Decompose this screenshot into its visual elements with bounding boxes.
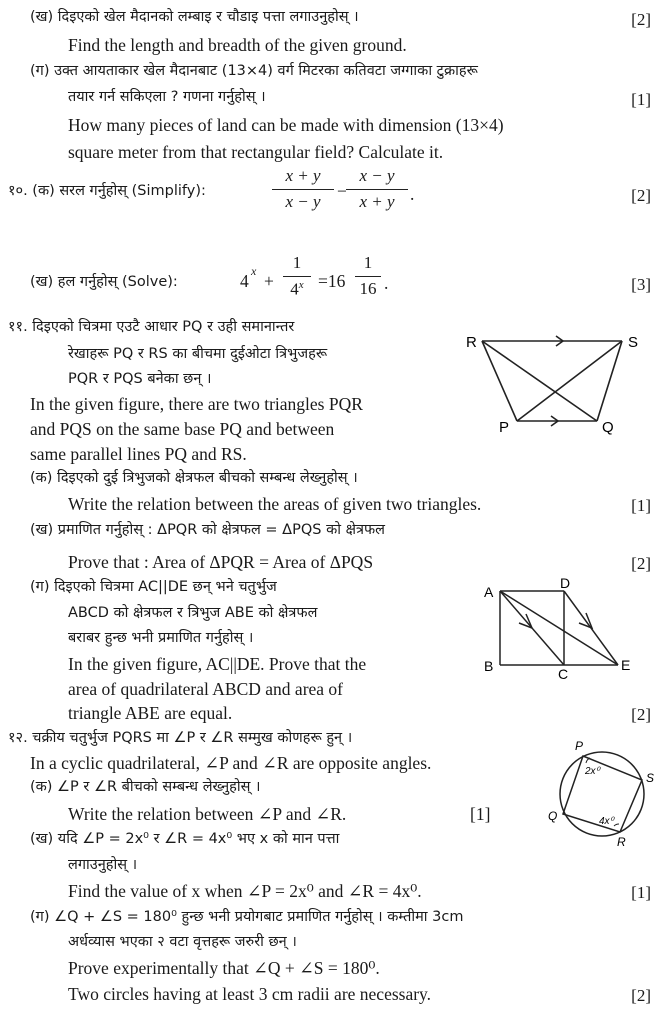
q12-ka-nepali: (क) ∠P र ∠R बीचको सम्बन्ध लेख्नुहोस् । [30,779,261,795]
q11-english-line2: and PQS on the same base PQ and between [30,419,335,439]
q11-ga-english-line2: area of quadrilateral ABCD and area of [68,679,344,699]
q11-ka-marks: [1] [631,496,651,515]
q10-base: 4 [240,271,249,291]
q12-english-line1: In a cyclic quadrilateral, ∠P and ∠R are opposite angles. [30,753,432,773]
q12-ga-marks: [2] [631,986,651,1005]
angle-arc-p [586,758,590,763]
angle-r-label: 4x⁰ [599,816,614,827]
angle-p-label: 2x⁰ [585,766,600,777]
label-p: P [499,419,510,436]
q12-ga-english-line1: Prove experimentally that ∠Q + ∠S = 180⁰. [68,958,380,978]
q10-equals-16: =16 [318,271,346,291]
q11-ga-english-line1: In the given figure, AC||DE. Prove that the [68,654,367,674]
q11-kha-nepali: (ख) प्रमाणित गर्नुहोस् : ΔPQR को क्षेत्रफल = ΔPQS को क्षेत्रफल [30,522,385,538]
label-q: Q [548,809,558,823]
q12-kha-marks: [1] [631,883,651,902]
q11-nepali-line1: ११. दिइएको चित्रमा एउटै आधार PQ र उही समानान्तर [8,319,295,335]
q10-fraction-2-numerator: x − y [359,166,395,185]
label-r: R [617,835,626,849]
q9-kha-nepali: (ख) दिइएको खेल मैदानको लम्बाइ र चौडाइ पत्ता लगाउनुहोस् । [30,9,359,25]
q12-kha-nepali-line2: लगाउनुहोस् । [68,857,138,873]
q10-fraction-1-denominator: x − y [285,192,321,211]
q9-ga-nepali-line1: (ग) उक्त आयताकार खेल मैदानबाट (13×4) वर्ग मिटरका कतिवटा जग्गाका टुक्राहरू [30,63,478,79]
q10-fraction-1 [272,166,334,212]
q12-kha-nepali-line1: (ख) यदि ∠P = 2x⁰ र ∠R = 4x⁰ भए x को मान पत्ता [30,831,340,847]
q11-ga-nepali-line3: बराबर हुन्छ भनी प्रमाणित गर्नुहोस् । [68,630,254,646]
q9-ga-english-line2: square meter from that rectangular field? Calculate it. [68,142,444,162]
q11-ka-nepali: (क) दिइएको दुई त्रिभुजको क्षेत्रफल बीचको सम्बन्ध लेख्नुहोस् । [30,470,358,486]
q11-ga-nepali-line1: (ग) दिइएको चित्रमा AC||DE छन् भने चतुर्भुज [30,579,277,595]
q12-ga-nepali-line2: अर्धव्यास भएका २ वटा वृत्तहरू जरुरी छन् । [68,934,297,950]
angle-arc-r [614,824,619,826]
line-ps [517,341,622,421]
q12-ka-english: Write the relation between ∠P and ∠R. [68,804,347,824]
label-r: R [466,334,477,351]
q12-kha-english: Find the value of x when ∠P = 2x⁰ and ∠R = 4x⁰. [68,881,422,901]
q10-fraction-3 [283,253,311,300]
q9-kha-marks: [2] [631,10,651,29]
q11-kha-english: Prove that : Area of ΔPQR = Area of ΔPQS [68,552,374,572]
q10-fraction-4-numerator: 1 [363,253,373,272]
q10-plus-sign: + [264,271,274,291]
q12-nepali-line1: १२. चक्रीय चतुर्भुज PQRS मा ∠P र ∠R सम्मुख कोणहरू हुन् । [8,730,353,746]
q12-ga-nepali-line1: (ग) ∠Q + ∠S = 180⁰ हुन्छ भनी प्रयोगबाट प्रमाणित गर्नुहोस् । कम्तीमा 3cm [30,909,464,925]
label-q: Q [602,419,614,436]
label-s: S [628,334,639,351]
label-b: B [484,658,494,674]
quadrilateral-figure-abcd [476,578,636,682]
q10-kha-period: . [384,273,389,293]
q9-ga-nepali-line2: तयार गर्न सकिएला ? गणना गर्नुहोस् । [68,89,266,105]
q10-ka-label: १०. (क) सरल गर्नुहोस् (Simplify): [8,183,206,199]
q10-kha-label: (ख) हल गर्नुहोस् (Solve): [30,274,178,290]
label-d: D [560,578,571,591]
label-a: A [484,584,494,600]
label-c: C [558,666,569,682]
trapezium-figure-pqrs [462,328,652,440]
q10-ka-period: . [410,184,415,204]
q10-minus-sign: − [337,181,347,201]
q10-exponent: x [251,264,257,278]
q9-ga-marks: [1] [631,90,651,109]
q11-ga-marks: [2] [631,705,651,724]
label-e: E [621,657,631,673]
q10-kha-marks: [3] [631,275,651,294]
q10-fraction-4 [355,253,381,299]
q10-fraction-1-numerator: x + y [285,166,321,185]
q11-nepali-line3: PQR र PQS बनेका छन् । [68,371,212,387]
q11-ka-english: Write the relation between the areas of given two triangles. [68,494,482,514]
q10-fraction-2-denominator: x + y [359,192,395,211]
q11-nepali-line2: रेखाहरू PQ र RS का बीचमा दुईओटा त्रिभुजहरू [68,346,328,362]
q12-ga-english-line2: Two circles having at least 3 cm radii are necessary. [68,984,432,1004]
q10-fraction-3-numerator: 1 [292,253,302,272]
q10-fraction-4-denominator: 16 [359,279,377,298]
q12-ka-marks: [1] [470,804,491,824]
q11-ga-english-line3: triangle ABE are equal. [68,703,233,723]
q10-fraction-3-denominator: 4$^x$ [290,279,304,299]
line-ae [500,591,618,665]
q11-ga-nepali-line2: ABCD को क्षेत्रफल र त्रिभुज ABE को क्षेत्रफल [68,605,318,621]
q10-ka-marks: [2] [631,186,651,205]
cyclic-quadrilateral-figure [545,738,661,852]
label-s: S [646,771,655,785]
q10-fraction-2 [346,166,408,212]
line-sq [597,341,622,421]
q11-english-line3: same parallel lines PQ and RS. [30,444,247,464]
label-p: P [575,739,584,753]
q9-ga-english-line1: How many pieces of land can be made with dimension (13×4) [68,115,504,135]
q9-kha-english: Find the length and breadth of the given ground. [68,35,407,55]
q11-english-line1: In the given figure, there are two triangles PQR [30,394,363,414]
q11-kha-marks: [2] [631,554,651,573]
